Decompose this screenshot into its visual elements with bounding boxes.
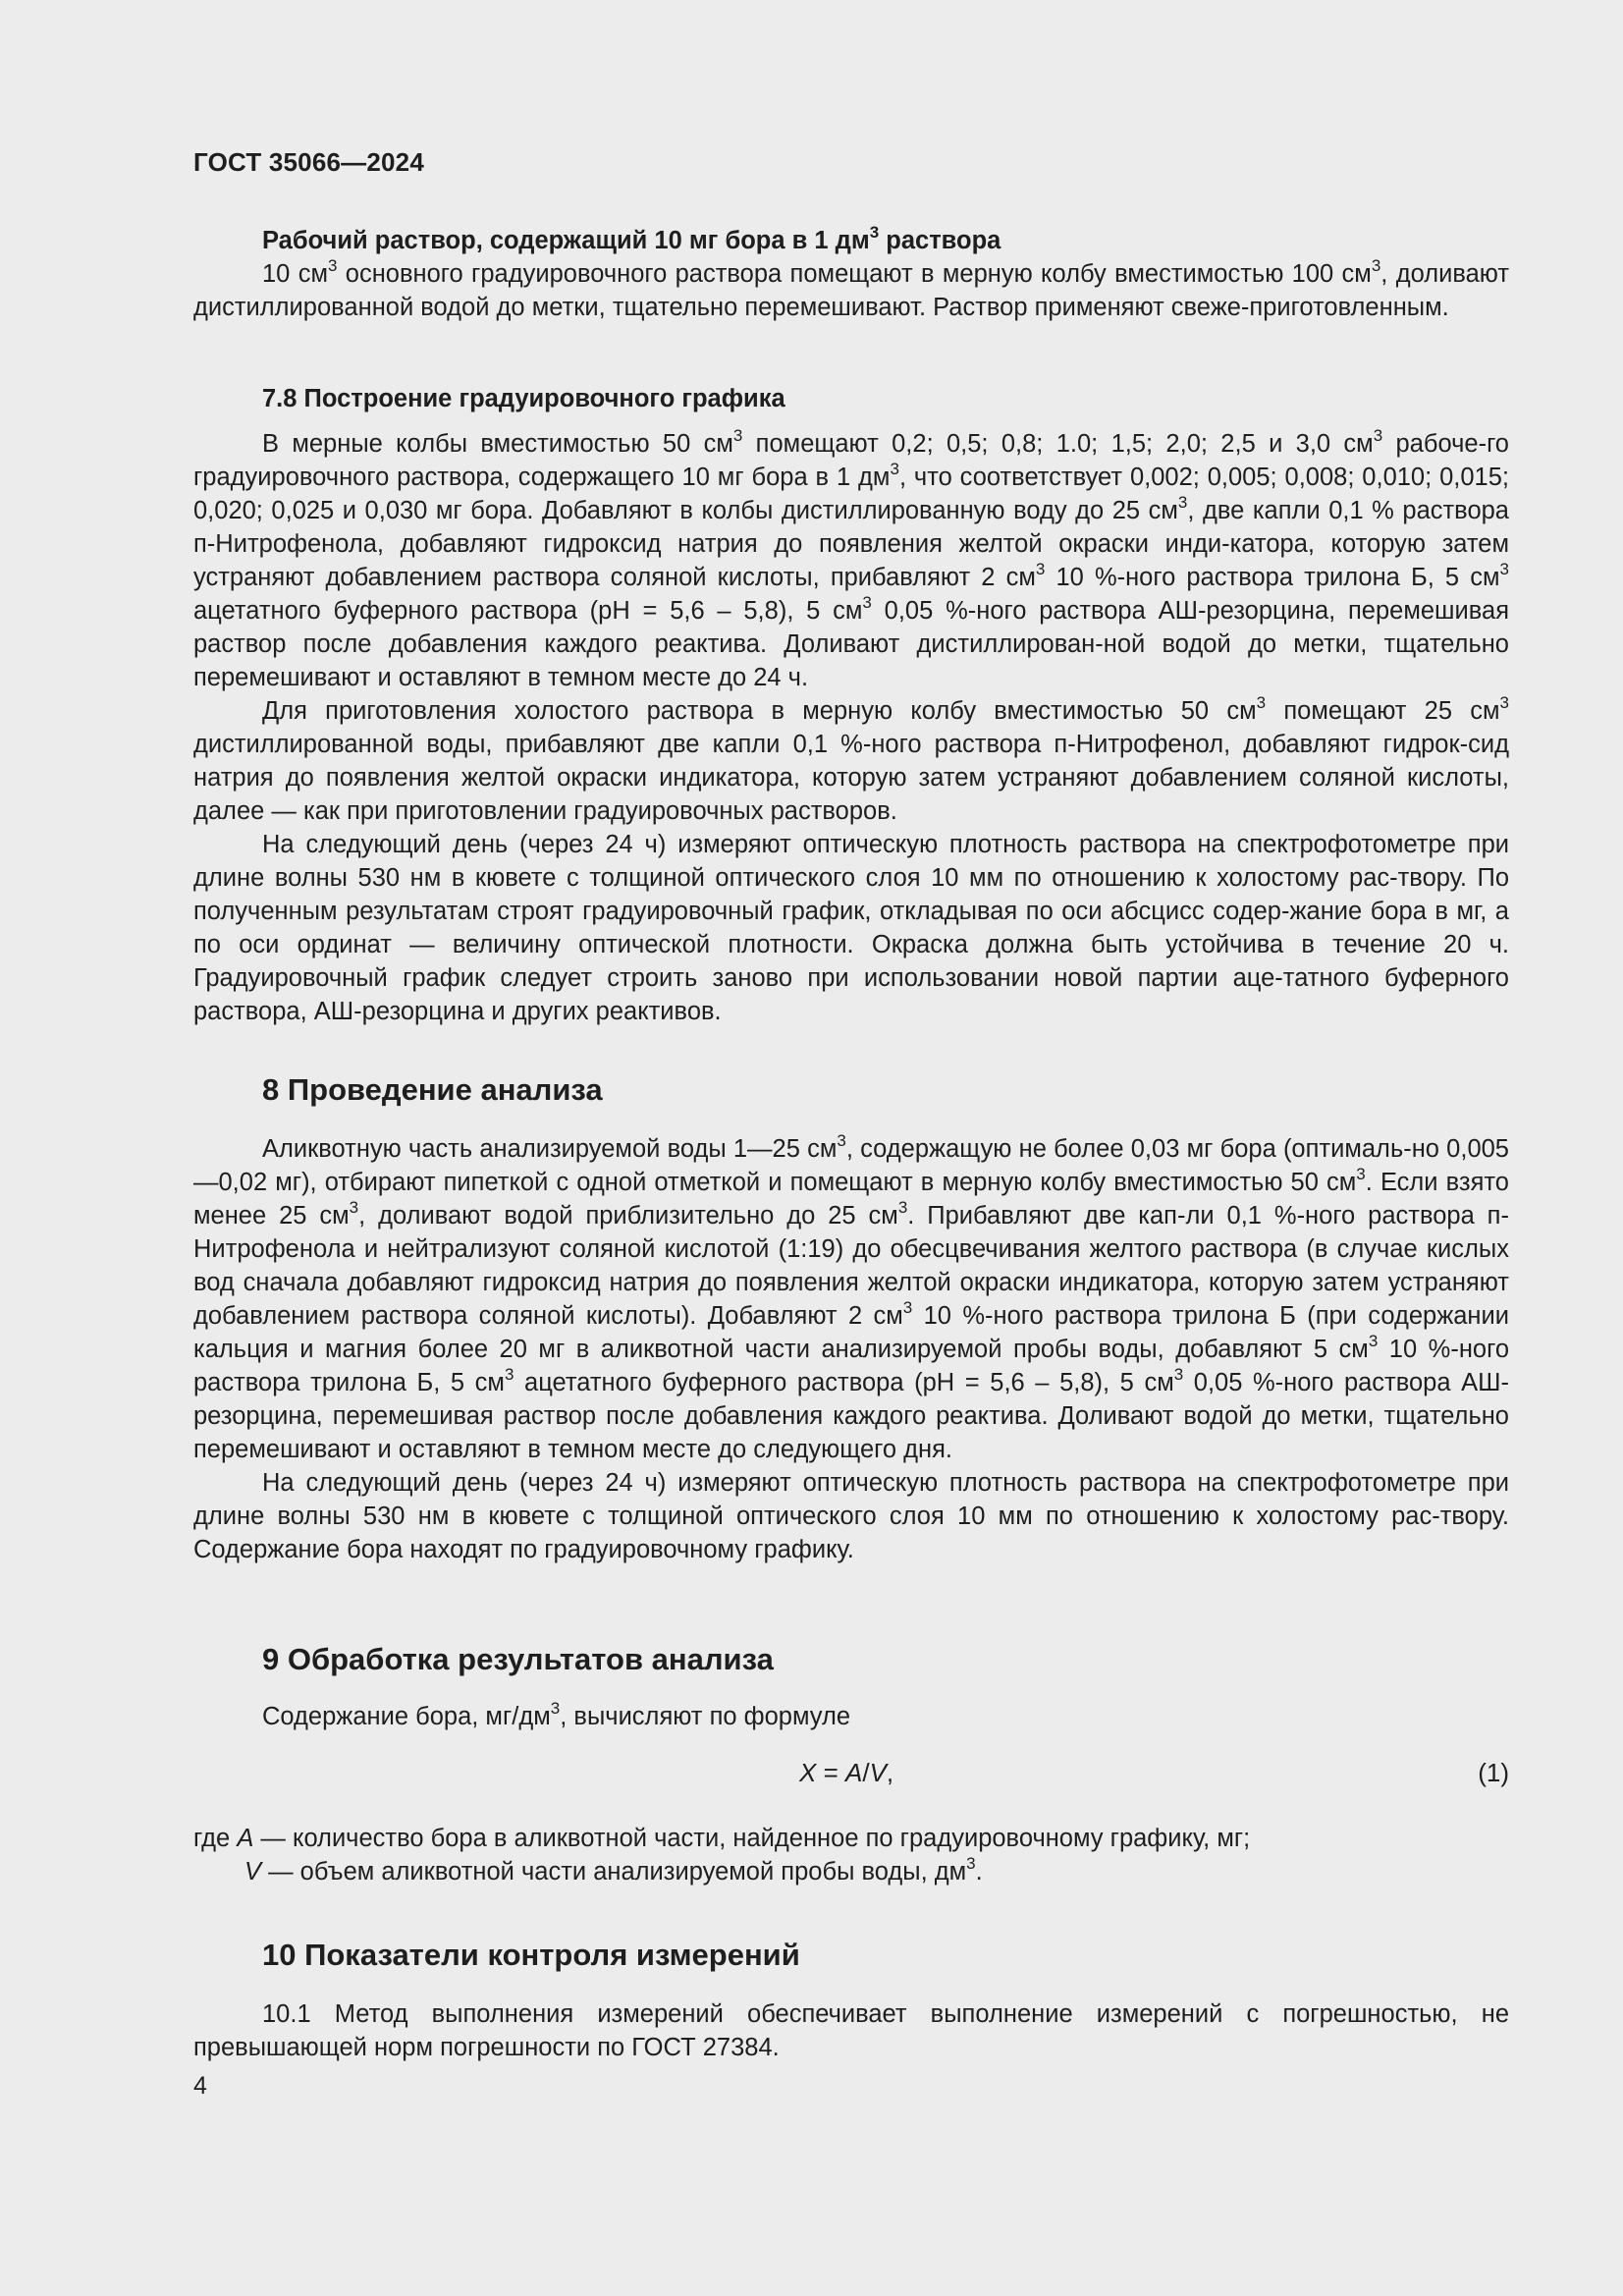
working-solution-section <box>193 224 1509 324</box>
formula-where-v: V — объем аликвотной части анализируемой пробы воды, $дм^3$. <box>244 1854 983 1886</box>
section-8-title: 8 Проведение анализа <box>262 1072 603 1107</box>
section-7-8 <box>193 382 1509 1028</box>
formula-number: (1) <box>1478 1758 1509 1787</box>
section-7-8-title: 7.8 Построение градуировочного графика <box>262 385 785 412</box>
section-7-8-paragraph-3: На следующий день (через 24 ч) измеряют оптическую плотность раствора на спектрофотометре при длине волны 530 нм в кювете с толщиной оптического слоя 10 мм по отношению к холостому рас-твору. По полученным результатам строят градуировочный график, откладывая по оси абсцисс содер-жание бора в мг, а по оси ординат — величину оптической плотности. Окраска должна быть устойчива в течение 20 ч. Градуировочный график следует строить заново при использовании новой партии аце-татного буферного раствора, АШ-резорцина и других реактивов. <box>193 831 1509 1025</box>
document-header: ГОСТ 35066—2024 <box>193 147 424 177</box>
section-7-8-paragraph-1: В мерные колбы вместимостью 50 $см^3$ помещают 0,2; 0,5; 0,8; 1.0; 1,5; 2,0; 2,5 и 3,0 $см^3$ рабоче-го градуировочного раствора, содержащего 10 мг бора в 1 $дм^3$, что соответствует 0,002; 0,005; 0,008; 0,010; 0,015; 0,020; 0,025 и 0,030 мг бора. Добавляют в колбы дистиллированную воду до 25 $см^3$, две капли 0,1 % раствора п-Нитрофенола, добавляют гидроксид натрия до появления желтой окраски инди-катора, которую затем устраняют добавлением раствора соляной кислоты, прибавляют 2 $см^3$ 10 %-ного раствора трилона Б, 5 $см^3$ ацетатного буферного раствора (рН = 5,6 – 5,8), 5 $см^3$ 0,05 %-ного раствора АШ-резорцина, перемешивая раствор после добавления каждого реактива. Доливают дистиллирован-ной водой до метки, тщательно перемешивают и оставляют в темном месте до 24 ч. <box>193 426 1509 691</box>
section-9-title: 9 Обработка результатов анализа <box>262 1642 774 1676</box>
section-10-paragraph-1: 10.1 Метод выполнения измерений обеспечивает выполнение измерений с погрешностью, не превышающей норм погрешности по ГОСТ 27384. <box>193 2000 1509 2061</box>
page-number: 4 <box>193 2072 207 2100</box>
section-8-paragraph-2: На следующий день (через 24 ч) измеряют оптическую плотность раствора на спектрофотометре при длине волны 530 нм в кювете с толщиной оптического слоя 10 мм по отношению к холостому рас-твору. Содержание бора находят по градуировочному графику. <box>193 1469 1509 1563</box>
formula: X = A/V, <box>799 1758 894 1787</box>
working-solution-paragraph: 10 $см^3$ основного градуировочного раствора помещают в мерную колбу вместимостью 100 $см^3$, доливают дистиллированной водой до метки, тщательно перемешивают. Раствор применяют свеже-приготовленным. <box>193 256 1510 321</box>
section-10-title: 10 Показатели контроля измерений <box>262 1938 800 1972</box>
section-8 <box>193 1132 1509 1566</box>
working-solution-title: Рабочий раствор, содержащий 10 мг бора в 1 $дм^3$ раствора <box>262 223 1001 254</box>
section-10 <box>193 1997 1509 2064</box>
section-9-intro: Содержание бора, $мг/дм^3$, вычисляют по формуле <box>262 1699 851 1730</box>
section-7-8-paragraph-2: Для приготовления холостого раствора в мерную колбу вместимостью 50 $см^3$ помещают 25 $см^3$ дистиллированной воды, прибавляют две капли 0,1 %-ного раствора п-Нитрофенол, добавляют гидрок-сид натрия до появления желтой окраски индикатора, которую затем устраняют добавлением соляной кислоты, далее — как при приготовлении градуировочных растворов. <box>193 693 1510 825</box>
section-8-paragraph-1: Аликвотную часть анализируемой воды 1—25 $см^3$, содержащую не более 0,03 мг бора (оптималь-но 0,005—0,02 мг), отбирают пипеткой с одной отметкой и помещают в мерную колбу вместимостью 50 $см^3$. Если взято менее 25 $см^3$, доливают водой приблизительно до 25 $см^3$. Прибавляют две кап-ли 0,1 %-ного раствора п-Нитрофенола и нейтрализуют соляной кислотой (1:19) до обесцвечивания желтого раствора (в случае кислых вод сначала добавляют гидроксид натрия до появления желтой окраски индикатора, которую затем устраняют добавлением раствора соляной кислоты). Добавляют 2 $см^3$ 10 %-ного раствора трилона Б (при содержании кальция и магния более 20 мг в аликвотной части анализируемой пробы воды, добавляют 5 $см^3$ 10 %-ного раствора трилона Б, 5 $см^3$ ацетатного буферного раствора (рН = 5,6 – 5,8), 5 $см^3$ 0,05 %-ного раствора АШ-резорцина, перемешивая раствор после добавления каждого реактива. Доливают водой до метки, тщательно перемешивают и оставляют в темном месте до следующего дня. <box>193 1131 1510 1463</box>
formula-where-a: где A — количество бора в аликвотной части, найденное по градуировочному графику, мг; <box>193 1825 1251 1852</box>
